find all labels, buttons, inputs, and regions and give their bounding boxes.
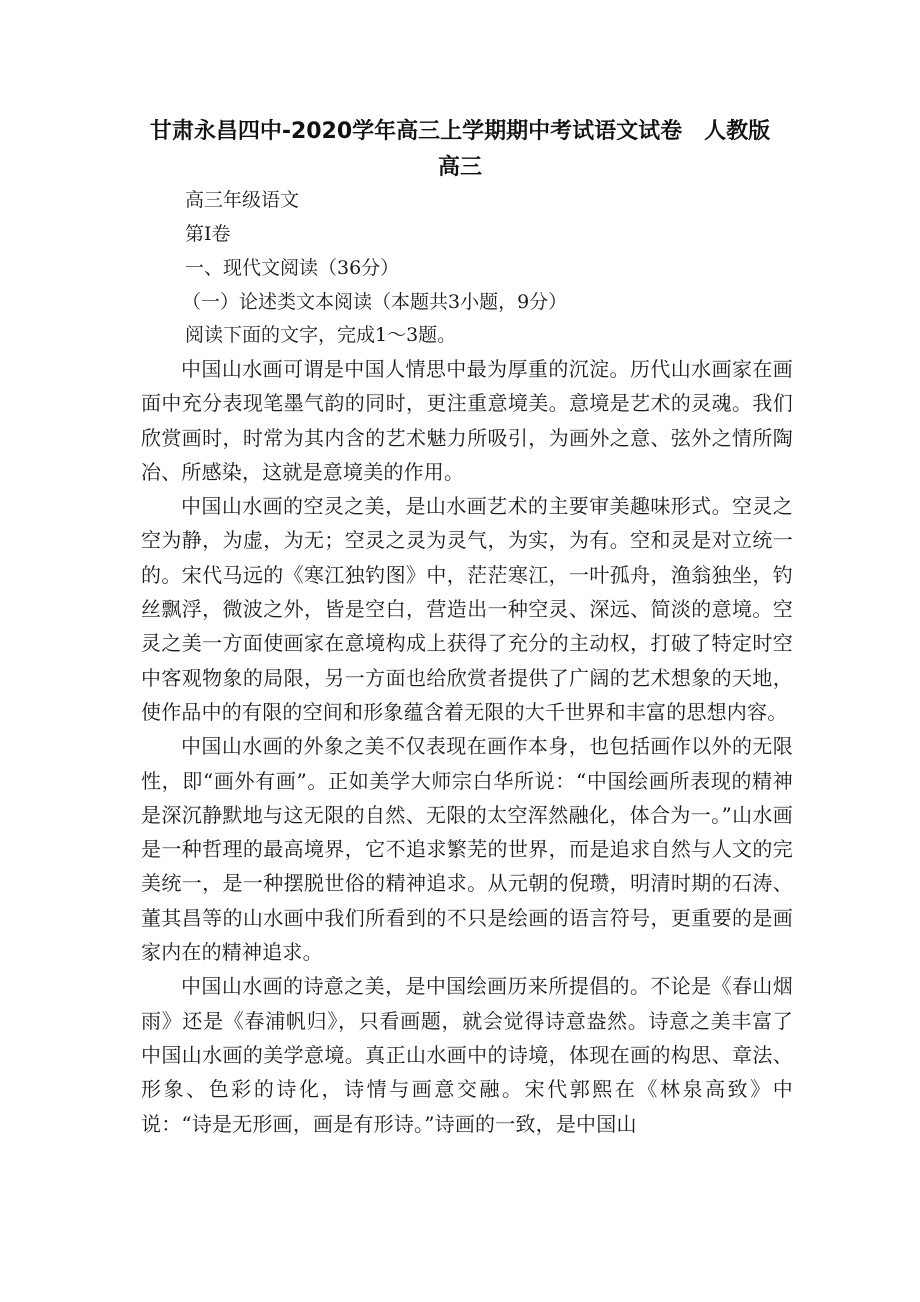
volume-label: 第Ⅰ卷: [185, 223, 231, 245]
passage-paragraph: 中国山水画的诗意之美，是中国绘画历来所提倡的。不论是《春山烟雨》还是《春浦帆归》，只看画题，就会觉得诗意盎然。诗意之美丰富了中国山水画的美学意境。真正山水画中的诗境，体现在画的构思、章法、形象、色彩的诗化，诗情与画意交融。宋代郭熙在《林泉高致》中说：“诗是无形画，画是有形诗。”诗画的一致，是中国山: [141, 974, 793, 1136]
reading-passage: [141, 352, 793, 1141]
reading-instruction: 阅读下面的文字，完成1～3题。: [185, 324, 457, 346]
section-heading: 一、现代文阅读（36分）: [185, 257, 400, 279]
grade-subject: 高三年级语文: [185, 189, 300, 211]
document-title: 甘肃永昌四中-2020学年高三上学期期中考试语文试卷 人教版: [149, 119, 771, 144]
passage-paragraph: 中国山水画的空灵之美，是山水画艺术的主要审美趣味形式。空灵之空为静，为虚，为无；空灵之灵为灵气，为实，为有。空和灵是对立统一的。宋代马远的《寒江独钓图》中，茫茫寒江，一叶孤舟，渔翁独坐，钓丝飘浮，微波之外，皆是空白，营造出一种空灵、深远、简淡的意境。空灵之美一方面使画家在意境构成上获得了充分的主动权，打破了特定时空中客观物象的局限，另一方面也给欣赏者提供了广阔的艺术想象的天地，使作品中的有限的空间和形象蕴含着无限的大千世界和丰富的思想内容。: [141, 494, 793, 724]
document-title-continued: 高三: [437, 155, 482, 180]
subsection-heading: （一）论述类文本阅读（本题共3小题，9分）: [182, 291, 568, 313]
passage-paragraph: 中国山水画的外象之美不仅表现在画作本身，也包括画作以外的无限性，即“画外有画”。正如美学大师宗白华所说：“中国绘画所表现的精神是深沉静默地与这无限的自然、无限的太空浑然融化，体合为一。”山水画是一种哲理的最高境界，它不追求繁芜的世界，而是追求自然与人文的完美统一，是一种摆脱世俗的精神追求。从元朝的倪瓒，明清时期的石涛、董其昌等的山水画中我们所看到的不只是绘画的语言符号，更重要的是画家内在的精神追求。: [141, 734, 793, 965]
passage-paragraph: 中国山水画可谓是中国人情思中最为厚重的沉淀。历代山水画家在画面中充分表现笔墨气韵的同时，更注重意境美。意境是艺术的灵魂。我们欣赏画时，时常为其内含的艺术魅力所吸引，为画外之意、弦外之情所陶冶、所感染，这就是意境美的作用。: [141, 357, 793, 484]
